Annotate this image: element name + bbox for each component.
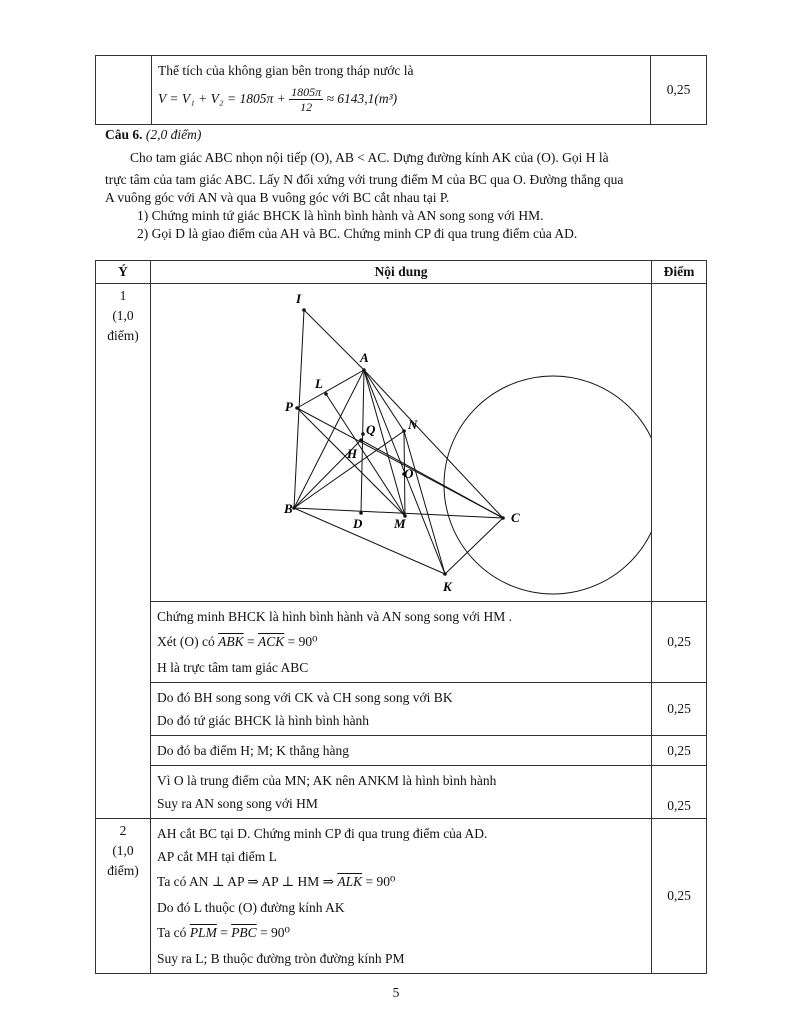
angle-abk: $\overline{ABK}$	[218, 634, 244, 649]
part-1-row-3	[151, 736, 652, 766]
header-y: Ý	[96, 261, 151, 284]
point-h	[359, 438, 363, 442]
label-l: L	[315, 376, 323, 391]
label-d: D	[353, 516, 363, 531]
fraction-numerator: 1805π	[291, 85, 322, 100]
segment-ia	[304, 310, 364, 370]
part-1-points-a: (1,0	[112, 308, 134, 323]
part-1-row-2-line-1: Do đó BH song song với CK và CH song song với BK	[157, 690, 453, 705]
part-1-row-2-points: 0,25	[652, 683, 707, 736]
segment-ab	[294, 370, 364, 508]
part-1-row-4-line-1: Vì O là trung điểm của MN; AK nên ANKM là hình bình hành	[157, 773, 497, 788]
part-1-points-b: điểm)	[107, 328, 139, 343]
part-1-row-3-line-1: Do đó ba điểm H; M; K thẳng hàng	[157, 743, 349, 758]
perpendicular-chain: Ta có AN ⊥ AP ⇒ AP ⊥ HM ⇒	[157, 874, 338, 889]
point-d	[359, 511, 363, 515]
segment-bn	[294, 431, 404, 508]
label-k: K	[443, 579, 452, 594]
label-b: B	[284, 501, 293, 516]
part-1-row-4-line-2: Suy ra AN song song với HM	[157, 796, 318, 811]
question-line-3: A vuông góc với AN và qua B vuông góc với BC cắt nhau tại P.	[105, 190, 450, 205]
segment-lm	[326, 394, 405, 516]
label-m: M	[394, 516, 406, 531]
ninety-degrees-2: = 90⁰	[362, 874, 396, 889]
point-n	[402, 429, 406, 433]
part-2-number: 2	[119, 823, 127, 838]
point-p	[295, 406, 299, 410]
header-content: Nội dung	[151, 261, 652, 284]
question-part-1: 1) Chứng minh tứ giác BHCK là hình bình hành và AN song song với HM.	[137, 208, 544, 223]
angle-plm: $\overline{PLM}$	[189, 925, 217, 940]
part-2-line-3	[157, 868, 645, 896]
segment-nk	[404, 431, 445, 574]
formula-left: V = V₁ + V₂ = 1805π +	[158, 91, 286, 106]
label-i: I	[296, 291, 302, 306]
point-a	[362, 368, 366, 372]
formula-fraction	[289, 85, 323, 114]
label-h: H	[347, 446, 358, 461]
part-1-row-4	[151, 766, 652, 819]
top-table-content-cell	[152, 56, 651, 125]
fraction-denominator: 12	[300, 100, 313, 115]
circle-o	[444, 376, 651, 594]
part-2-line-5	[157, 919, 645, 947]
part-2-line-2: AP cắt MH tại điểm L	[157, 849, 277, 864]
equals-sign-2: =	[216, 925, 232, 940]
part-1-row-1	[151, 602, 652, 683]
angle-pbc: $\overline{PBC}$	[231, 925, 257, 940]
question-line-1: Cho tam giác ABC nhọn nội tiếp (O), AB < AC. Dựng đường kính AK của (O). Gọi H là	[130, 150, 609, 165]
part-1-row-1-line-3: H là trực tâm tam giác ABC	[157, 660, 309, 675]
we-have-text: Ta có	[157, 925, 190, 940]
point-i	[302, 308, 306, 312]
part-2-line-6: Suy ra L; B thuộc đường tròn đường kính PM	[157, 951, 405, 966]
part-1-row-3-points: 0,25	[652, 736, 707, 766]
geometry-figure	[151, 284, 651, 600]
point-b	[292, 506, 296, 510]
part-1-label	[96, 284, 151, 819]
angle-alk: $\overline{ALK}$	[337, 874, 363, 889]
label-n: N	[408, 417, 418, 432]
label-c: C	[511, 510, 520, 525]
volume-text: Thể tích của không gian bên trong tháp nước là	[158, 63, 414, 78]
formula-right: ≈ 6143,1(m³)	[326, 91, 398, 106]
point-c	[501, 516, 505, 520]
part-1-row-1-line-2	[157, 628, 645, 656]
part-1-row-2	[151, 683, 652, 736]
figure-cell	[151, 284, 652, 602]
part-2-points-a: (1,0	[112, 843, 134, 858]
part-2-content	[151, 819, 652, 974]
part-1-row-4-points: 0,25	[652, 766, 707, 819]
label-a: A	[360, 350, 369, 365]
top-table	[95, 55, 707, 125]
part-2-line-1: AH cắt BC tại D. Chứng minh CP đi qua trung điểm của AD.	[157, 826, 488, 841]
question-points: (2,0 điểm)	[145, 127, 202, 142]
label-q: Q	[366, 422, 376, 437]
question-title	[105, 127, 201, 143]
point-l	[324, 392, 328, 396]
question-line-2: trực tâm của tam giác ABC. Lấy N đối xứng với trung điểm M của BC qua O. Đường thẳng qua	[105, 172, 624, 187]
segment-ck	[445, 518, 503, 574]
point-k	[443, 572, 447, 576]
question-part-2: 2) Gọi D là giao điểm của AH và BC. Chứng minh CP đi qua trung điểm của AD.	[137, 226, 578, 241]
part-2-points: 0,25	[652, 819, 707, 974]
label-p: P	[285, 399, 293, 414]
part-1-row-1-points: 0,25	[652, 602, 707, 683]
question-number: Câu 6.	[105, 127, 143, 142]
answer-table	[95, 260, 707, 974]
part-2-label	[96, 819, 151, 974]
top-table-empty-cell	[96, 56, 152, 125]
angle-ack: $\overline{ACK}$	[258, 634, 285, 649]
segment-pm	[297, 408, 405, 516]
figure-points-cell	[652, 284, 707, 602]
ninety-degrees-3: = 90⁰	[256, 925, 290, 940]
ninety-degrees: = 90⁰	[284, 634, 318, 649]
top-table-points: 0,25	[651, 56, 707, 125]
part-2-points-b: điểm)	[107, 863, 139, 878]
part-1-number: 1	[119, 288, 127, 303]
header-points: Điểm	[652, 261, 707, 284]
part-1-row-2-line-2: Do đó tứ giác BHCK là hình bình hành	[157, 713, 370, 728]
volume-formula	[158, 82, 644, 116]
consider-o-text: Xét (O) có	[157, 634, 219, 649]
page-number: 5	[392, 985, 400, 1000]
part-1-row-1-line-1: Chứng minh BHCK là hình bình hành và AN song song với HM .	[157, 609, 512, 624]
equals-sign: =	[243, 634, 258, 649]
label-o: O	[404, 466, 414, 481]
part-2-line-4: Do đó L thuộc (O) đường kính AK	[157, 900, 345, 915]
point-q	[361, 432, 365, 436]
